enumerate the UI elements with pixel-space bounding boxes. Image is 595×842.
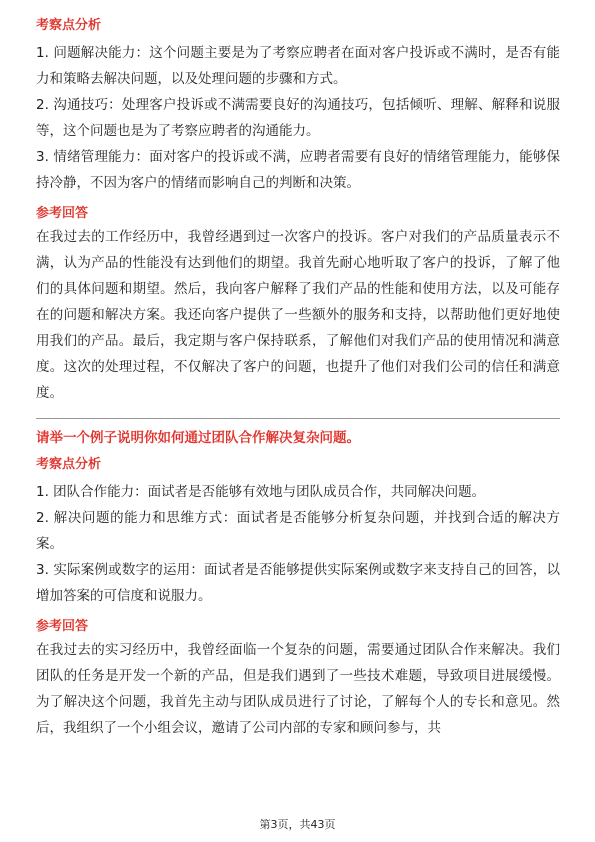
page-number: 第3页，共43页 — [259, 818, 336, 831]
analysis-item: 1. 团队合作能力：面试者是否能够有效地与团队成员合作，共同解决问题。 — [36, 484, 486, 500]
analysis-item: 2. 沟通技巧：处理客户投诉或不满需要良好的沟通技巧，包括倾听、理解、解释和说服等，这个问题也是为了考察应聘者的沟通能力。 — [36, 97, 560, 139]
section-teamwork — [36, 427, 560, 741]
analysis-heading: 考察点分析 — [36, 18, 102, 33]
analysis-item: 3. 情绪管理能力：面对客户的投诉或不满，应聘者需要有良好的情绪管理能力，能够保持冷静，不因为客户的情绪而影响自己的判断和决策。 — [36, 149, 560, 191]
section-complaint-handling — [36, 16, 560, 406]
answer-text: 在我过去的工作经历中，我曾经遇到过一次客户的投诉。客户对我们的产品质量表示不满，认为产品的性能没有达到他们的期望。我首先耐心地听取了客户的投诉，了解了他们的具体问题和期望。然后，我向客户解释了我们产品的性能和使用方法，以及可能存在的问题和解决方案。我还向客户提供了一些额外的服务和支持，以帮助他们更好地使用我们的产品。最后，我定期与客户保持联系，了解他们对我们产品的使用情况和满意度。这次的处理过程，不仅解决了客户的问题，也提升了他们对我们公司的信任和满意度。 — [36, 229, 560, 401]
analysis-item: 3. 实际案例或数字的运用：面试者是否能够提供实际案例或数字来支持自己的回答，以增加答案的可信度和说服力。 — [36, 562, 560, 604]
section-divider — [36, 418, 560, 419]
answer-heading: 参考回答 — [36, 619, 89, 634]
answer-heading: 参考回答 — [36, 206, 89, 221]
answer-text: 在我过去的实习经历中，我曾经面临一个复杂的问题，需要通过团队合作来解决。我们团队的任务是开发一个新的产品，但是我们遇到了一些技术难题，导致项目进展缓慢。为了解决这个问题，我首先主动与团队成员进行了讨论，了解每个人的专长和意见。然后，我组织了一个小组会议，邀请了公司内部的专家和顾问参与，共 — [36, 642, 560, 736]
document-page — [36, 16, 560, 741]
analysis-item: 1. 问题解决能力：这个问题主要是为了考察应聘者在面对客户投诉或不满时，是否有能力和策略去解决问题，以及处理问题的步骤和方式。 — [36, 45, 560, 87]
analysis-item: 2. 解决问题的能力和思维方式：面试者是否能够分析复杂问题，并找到合适的解决方案。 — [36, 510, 560, 552]
analysis-heading: 考察点分析 — [36, 457, 102, 472]
question-title: 请举一个例子说明你如何通过团队合作解决复杂问题。 — [36, 430, 360, 446]
